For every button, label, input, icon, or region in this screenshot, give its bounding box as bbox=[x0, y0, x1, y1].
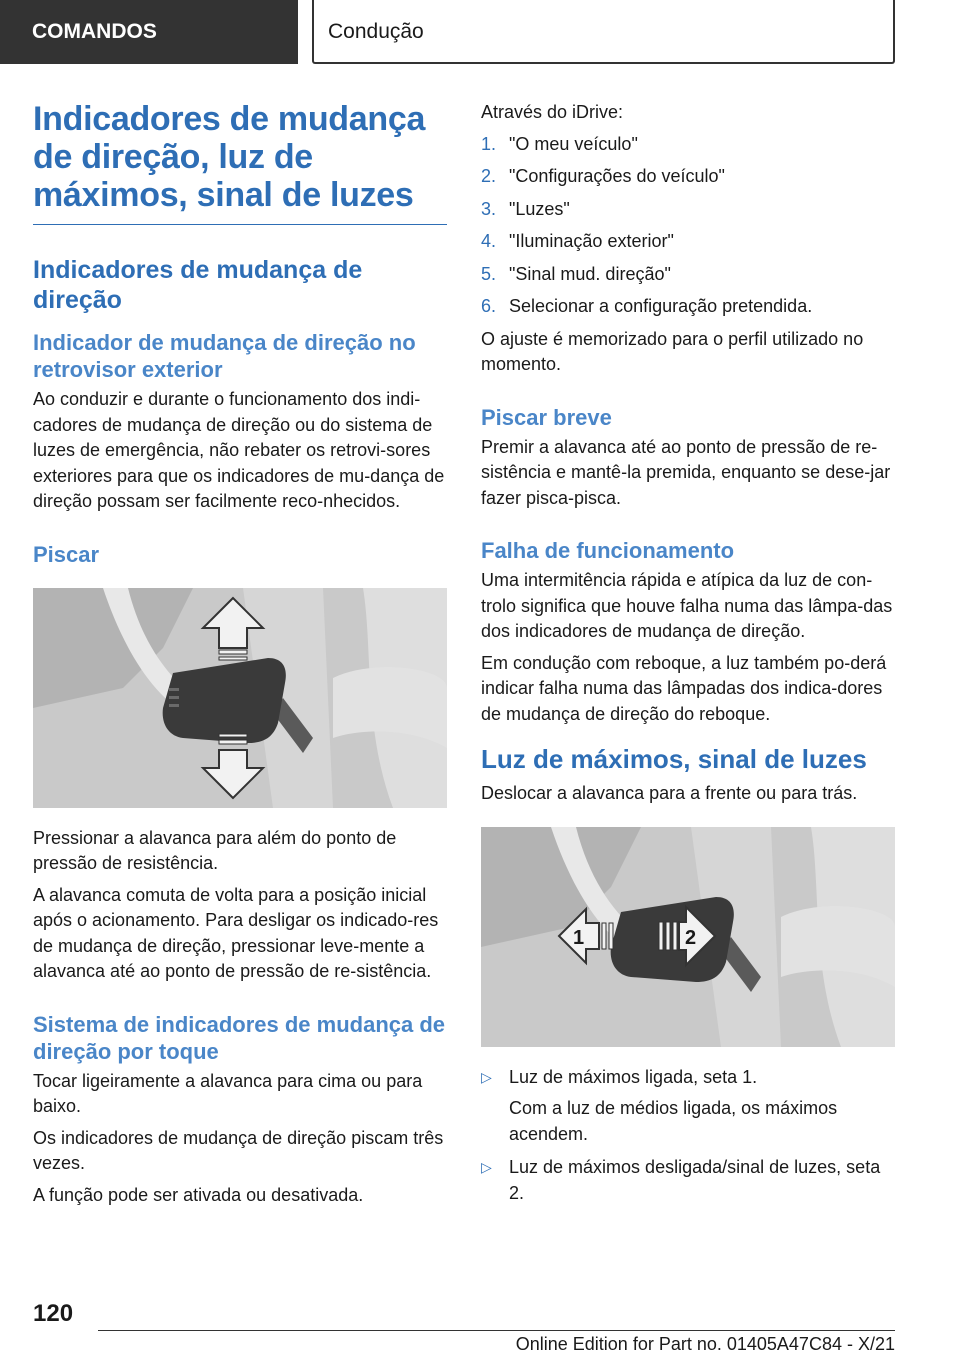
step-text: Selecionar a configuração pretendida. bbox=[509, 296, 813, 316]
text-mirror: Ao conduzir e durante o funcionamento dos indi-cadores de mudança de direção ou do sistema de luzes de emergência, não rebater os retrovi-sores exteriores para que os indicadores de mu-dança de direção possam ser facilmente reco-nhecidos. bbox=[33, 389, 445, 511]
page-number: 120 bbox=[33, 1300, 74, 1327]
step-text: "O meu veículo" bbox=[509, 133, 638, 154]
list-item bbox=[481, 164, 895, 190]
text-touch-1: Tocar ligeiramente a alavanca para cima ou para baixo. bbox=[33, 1070, 423, 1116]
chapter-tab: Condução bbox=[312, 0, 895, 64]
bullet-subtext: Com a luz de médios ligada, os máximos acendem. bbox=[509, 1098, 838, 1144]
heading-mirror-indicator: Indicador de mudança de direção no retrovisor exterior bbox=[33, 330, 416, 382]
heading-turn-signals: Indicadores de mudança de direção bbox=[33, 256, 363, 314]
text-saved: O ajuste é memorizado para o perfil utilizado no momento. bbox=[481, 328, 864, 374]
text-blink-2: A alavanca comuta de volta para a posição inicial após o acionamento. Para desligar os indicado-res de mudança de direção, pressionar leve-mente a alavanca até ao ponto de pressão de re-sistência. bbox=[33, 884, 439, 981]
page-title: Indicadores de mudança de direção, luz de máximos, sinal de luzes bbox=[33, 100, 447, 225]
text-touch-2: Os indicadores de mudança de direção piscam três vezes. bbox=[33, 1127, 444, 1173]
step-text: "Iluminação exterior" bbox=[509, 231, 674, 251]
text-blink-1: Pressionar a alavanca para além do ponto de pressão de resistência. bbox=[33, 827, 397, 873]
list-item bbox=[481, 229, 895, 255]
text-touch-3: A função pode ser ativada ou desativada. bbox=[33, 1184, 364, 1205]
list-item bbox=[481, 1065, 895, 1148]
figure-lever-up-down bbox=[33, 588, 447, 808]
step-text: "Sinal mud. direção" bbox=[509, 263, 671, 284]
text-idrive-intro: Através do iDrive: bbox=[481, 102, 624, 122]
bullet-text: Luz de máximos ligada, seta 1. bbox=[509, 1066, 758, 1087]
bullet-content bbox=[509, 1065, 895, 1148]
heading-malfunction: Falha de funcionamento bbox=[481, 538, 735, 563]
footer-divider bbox=[98, 1330, 895, 1331]
figure-lever-forward-back bbox=[481, 827, 895, 1047]
idrive-steps bbox=[481, 132, 895, 320]
text-high-beam: Deslocar a alavanca para a frente ou para trás. bbox=[481, 783, 858, 803]
list-item bbox=[481, 294, 895, 320]
text-brief-blink: Premir a alavanca até ao ponto de pressão de re-sistência e mantê-la premida, enquanto se dese-jar fazer pisca-pisca. bbox=[481, 436, 891, 508]
text-malfunction-2: Em condução com reboque, a luz também po-derá indicar falha numa das lâmpadas dos indica-dores de mudança de direção do reboque. bbox=[481, 652, 887, 724]
heading-blink: Piscar bbox=[33, 541, 100, 567]
step-number: 2. bbox=[481, 166, 497, 186]
step-number: 3. bbox=[481, 198, 497, 219]
left-column bbox=[33, 100, 447, 1214]
figure-label-2: 2 bbox=[685, 926, 697, 949]
heading-high-beam: Luz de máximos, sinal de luzes bbox=[481, 744, 867, 774]
list-item bbox=[481, 197, 895, 223]
step-number: 5. bbox=[481, 263, 497, 284]
step-text: "Luzes" bbox=[509, 198, 570, 219]
step-text: "Configurações do veículo" bbox=[509, 166, 725, 186]
section-tab: COMANDOS bbox=[0, 0, 298, 64]
list-item bbox=[481, 132, 895, 158]
list-item bbox=[481, 1155, 895, 1206]
step-number: 4. bbox=[481, 231, 497, 251]
triangle-bullet-icon: ▷ bbox=[481, 1068, 492, 1085]
high-beam-bullets bbox=[481, 1065, 895, 1207]
text-malfunction-1: Uma intermitência rápida e atípica da luz de con-trolo significa que houve falha numa das lâmpa-das dos indicadores de mudança de direção. bbox=[481, 570, 893, 641]
bullet-text: Luz de máximos desligada/sinal de luzes, seta 2. bbox=[509, 1157, 881, 1203]
right-column bbox=[481, 100, 895, 1214]
heading-touch-signal: Sistema de indicadores de mudança de direção por toque bbox=[33, 1011, 446, 1064]
list-item bbox=[481, 262, 895, 288]
footer-edition: Online Edition for Part no. 01405A47C84 - X/21 bbox=[515, 1334, 895, 1354]
step-number: 1. bbox=[481, 133, 497, 154]
figure-label-1: 1 bbox=[573, 926, 585, 949]
heading-brief-blink: Piscar breve bbox=[481, 404, 612, 430]
triangle-bullet-icon: ▷ bbox=[481, 1159, 492, 1175]
step-number: 6. bbox=[481, 296, 497, 316]
